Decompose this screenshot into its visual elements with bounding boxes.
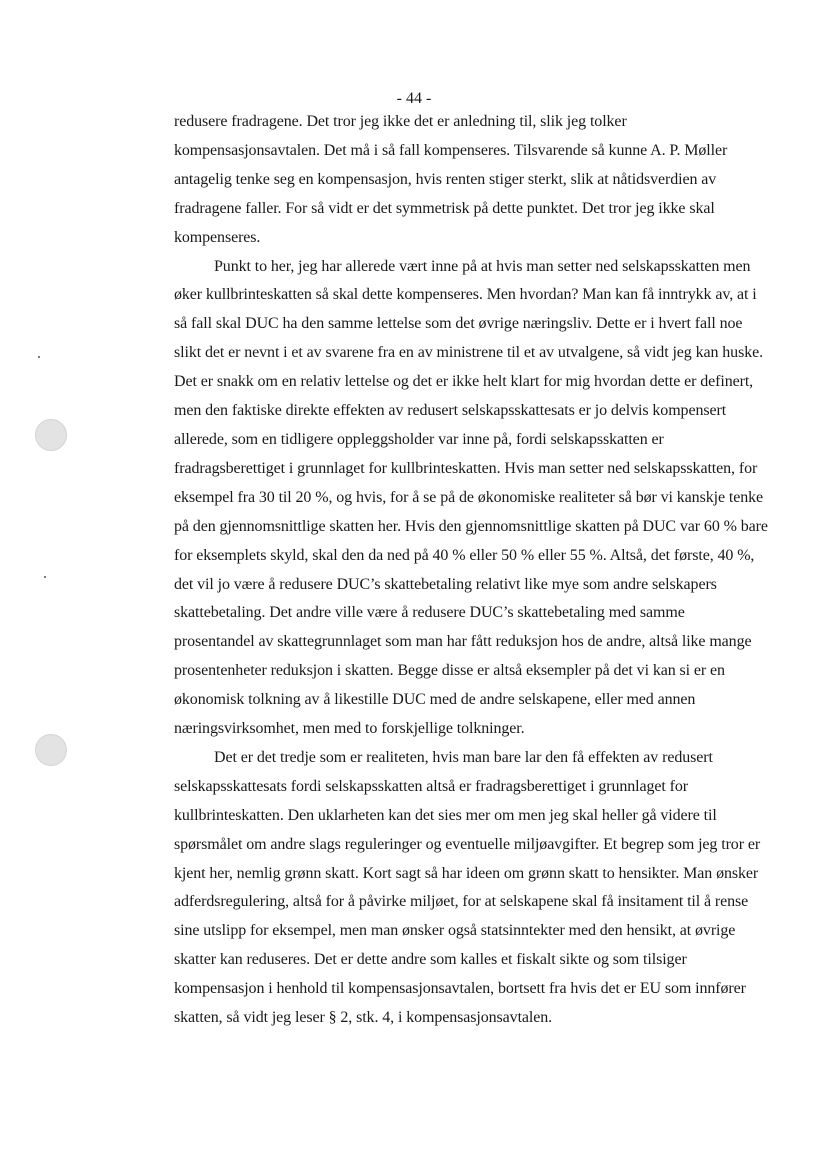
document-body: [174, 108, 768, 1033]
punch-hole-lower: [35, 734, 67, 766]
punch-hole-upper: [35, 419, 67, 451]
scan-speck: [44, 576, 46, 578]
page-number: [0, 89, 828, 109]
scan-speck: [38, 356, 40, 358]
paragraph: redusere fradragene. Det tror jeg ikke det er anledning til, slik jeg tolker kompensasjonsavtalen. Det må i så fall kompenseres. Tilsvarende så kunne A. P. Møller antagelig tenke seg en kompensasjon, hvis renten stiger sterkt, slik at nåtidsverdien av fradragene faller. For så vidt er det symmetrisk på dette punktet. Det tror jeg ikke skal kompenseres.: [174, 113, 728, 246]
page-number-label: - 44 -: [396, 90, 432, 107]
paragraph: Det er det tredje som er realiteten, hvis man bare lar den få effekten av redusert selskapsskattesats fordi selskapsskatten altså er fradragsberettiget i grunnlaget for kullbrinteskatten. Den uklarheten kan det sies mer om men jeg skal heller gå videre til spørsmålet om andre slags reguleringer og eventuelle miljøavgifter. Et begrep som jeg tror er kjent her, nemlig grønn skatt. Kort sagt så har ideen om grønn skatt to hensikter. Man ønsker adferdsregulering, altså for å påvirke miljøet, for at selskapene skal få insitament til å rense sine utslipp for eksempel, men man ønsker også statsinntekter med den hensikt, at øvrige skatter kan reduseres. Det er dette andre som kalles et fiskalt sikte og som tilsiger kompensasjon i henhold til kompensasjonsavtalen, bortsett fra hvis det er EU som innfører skatten, så vidt jeg leser § 2, stk. 4, i kompensasjonsavtalen.: [174, 748, 761, 1027]
paragraph: Punkt to her, jeg har allerede vært inne på at hvis man setter ned selskapsskatten men øker kullbrinteskatten så skal dette kompenseres. Men hvordan? Man kan få inntrykk av, at i så fall skal DUC ha den samme lettelse som det øvrige næringsliv. Dette er i hvert fall noe slikt det er nevnt i et av svarene fra en av ministrene til et av utvalgene, så vidt jeg kan huske. Det er snakk om en relativ lettelse og det er ikke helt klart for mig hvordan dette er definert, men den faktiske direkte effekten av redusert selskapsskattesats er jo delvis kompensert allerede, som en tidligere oppleggsholder var inne på, fordi selskapsskatten er fradragsberettiget i grunnlaget for kullbrinteskatten. Hvis man setter ned selskapsskatten, for eksempel fra 30 til 20 %, og hvis, for å se på de økonomiske realiteter så bør vi kanskje tenke på den gjennomsnittlige skatten her. Hvis den gjennomsnittlige skatten på DUC var 60 % bare for eksemplets skyld, skal den da ned på 40 % eller 50 % eller 55 %. Altså, det første, 40 %, det vil jo være å redusere DUC’s skattebetaling relativt like mye som andre selskapers skattebetaling. Det andre ville være å redusere DUC’s skattebetaling med samme prosentandel av skattegrunnlaget som man har fått reduksjon hos de andre, altså like mange prosentenheter reduksjon i skatten. Begge disse er altså eksempler på det vi kan si er en økonomisk tolkning av å likestille DUC med de andre selskapene, eller med annen næringsvirksomhet, men med to forskjellige tolkninger.: [174, 257, 768, 738]
